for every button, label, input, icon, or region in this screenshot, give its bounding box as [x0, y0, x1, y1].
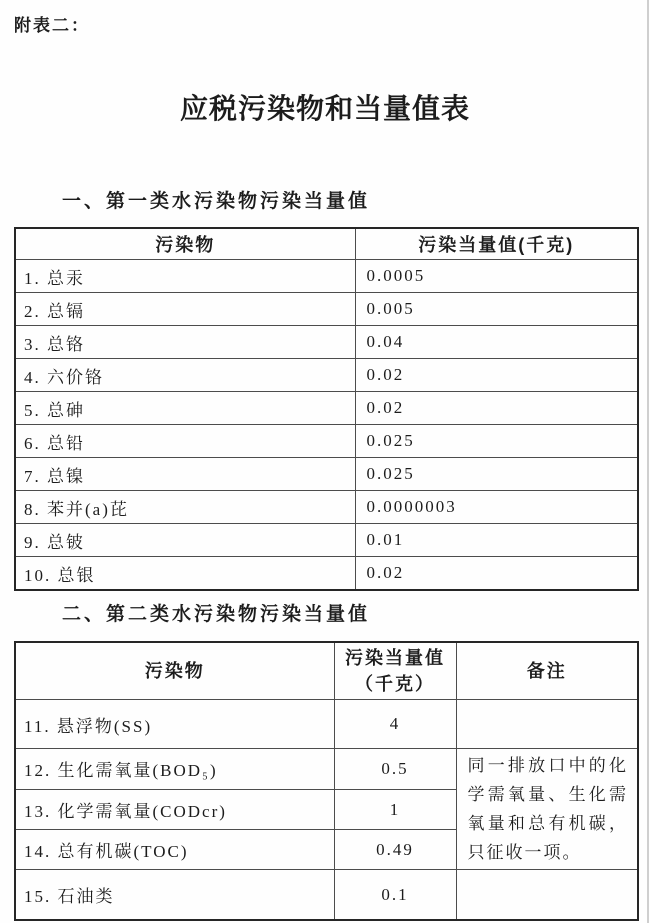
pollutant-column-header: 污染物	[15, 228, 355, 260]
value-cell: 0.005	[355, 293, 638, 326]
pollutant-cell: 10. 总银	[15, 557, 355, 591]
remark-cell-merged: 同一排放口中的化学需氧量、生化需氧量和总有机碳，只征收一项。	[456, 749, 638, 870]
value-cell: 0.025	[355, 425, 638, 458]
value-cell: 0.0000003	[355, 491, 638, 524]
table-row	[15, 392, 638, 425]
pollutant-cell: 2. 总镉	[15, 293, 355, 326]
pollutant-column-header: 污染物	[15, 642, 334, 700]
pollutant-cell: 11. 悬浮物(SS)	[15, 700, 334, 749]
pollutant-cell: 7. 总镍	[15, 458, 355, 491]
table-row	[15, 458, 638, 491]
equivalent-value-header-line1: 污染当量值	[345, 648, 445, 668]
value-cell: 0.025	[355, 458, 638, 491]
value-cell: 0.5	[334, 749, 456, 790]
section-2-heading: 二、第二类水污染物污染当量值	[62, 604, 371, 625]
pollutant-cell: 4. 六价铬	[15, 359, 355, 392]
page-scan-edge	[647, 0, 649, 923]
pollutant-cell: 6. 总铅	[15, 425, 355, 458]
table-row	[15, 260, 638, 293]
first-category-pollutants-table	[14, 227, 639, 591]
remark-cell-empty	[456, 870, 638, 921]
equivalent-value-column-header	[334, 642, 456, 700]
value-cell: 0.0005	[355, 260, 638, 293]
value-cell: 1	[334, 789, 456, 830]
value-cell: 0.02	[355, 557, 638, 591]
value-cell: 0.1	[334, 870, 456, 921]
table-header-row	[15, 642, 638, 700]
value-cell: 0.49	[334, 830, 456, 870]
table-header-row	[15, 228, 638, 260]
table-row	[15, 557, 638, 591]
table-row	[15, 749, 638, 790]
value-cell: 0.04	[355, 326, 638, 359]
pollutant-cell: 13. 化学需氧量(CODcr)	[15, 789, 334, 830]
pollutant-cell: 1. 总汞	[15, 260, 355, 293]
remark-cell-empty	[456, 700, 638, 749]
table-row	[15, 359, 638, 392]
page-title: 应税污染物和当量值表	[179, 94, 470, 125]
pollutant-cell: 8. 苯并(a)芘	[15, 491, 355, 524]
table-row	[15, 870, 638, 921]
table-row	[15, 524, 638, 557]
table-row	[15, 326, 638, 359]
value-cell: 0.02	[355, 359, 638, 392]
equivalent-value-column-header: 污染当量值(千克)	[355, 228, 638, 260]
section-1-heading: 一、第一类水污染物污染当量值	[62, 191, 371, 212]
value-cell: 0.01	[355, 524, 638, 557]
pollutant-cell: 9. 总铍	[15, 524, 355, 557]
value-cell: 0.02	[355, 392, 638, 425]
value-cell: 4	[334, 700, 456, 749]
pollutant-cell: 5. 总砷	[15, 392, 355, 425]
appendix-label: 附表二：	[14, 16, 90, 35]
equivalent-value-header-line2: （千克）	[355, 674, 435, 694]
remark-column-header: 备注	[456, 642, 638, 700]
table-row	[15, 700, 638, 749]
table-row	[15, 293, 638, 326]
pollutant-cell: 12. 生化需氧量(BOD₅)	[15, 749, 334, 790]
pollutant-cell: 3. 总铬	[15, 326, 355, 359]
table-row	[15, 425, 638, 458]
pollutant-cell: 14. 总有机碳(TOC)	[15, 830, 334, 870]
table-row	[15, 491, 638, 524]
pollutant-cell: 15. 石油类	[15, 870, 334, 921]
second-category-pollutants-table	[14, 641, 639, 921]
